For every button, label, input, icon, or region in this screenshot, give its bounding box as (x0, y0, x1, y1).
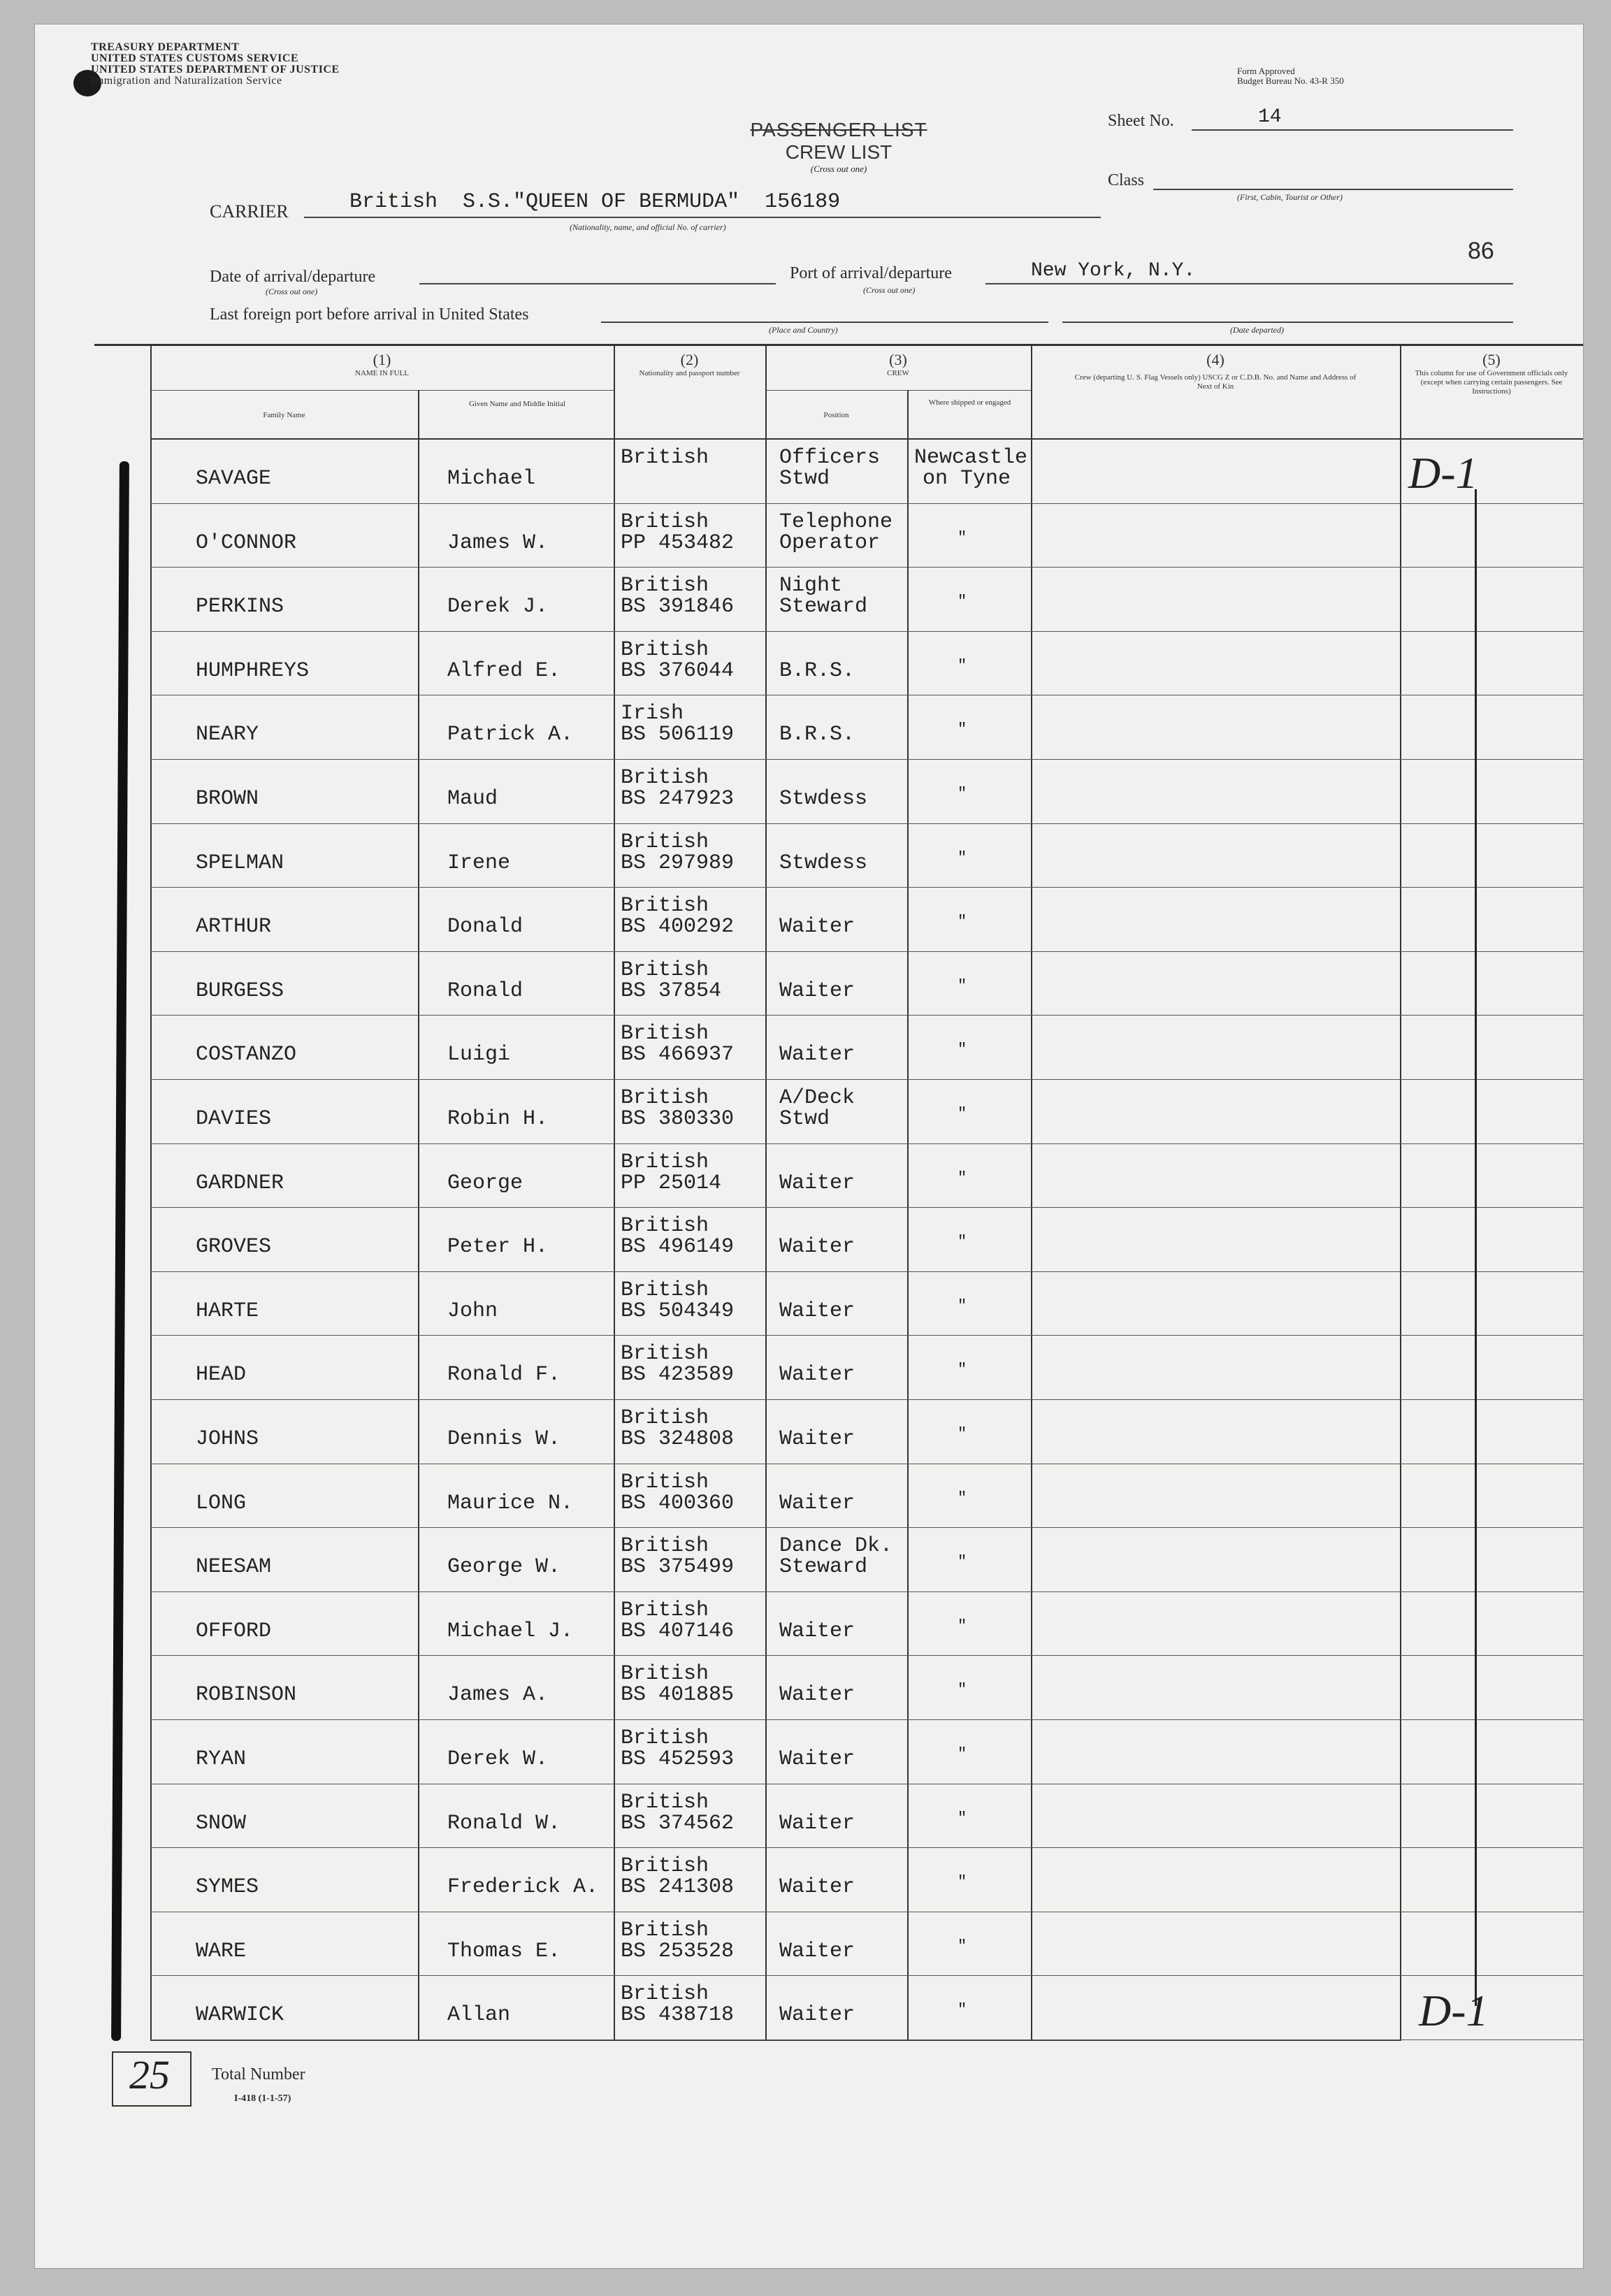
col2-title: Nationality and passport number (639, 369, 740, 377)
form-code: I-418 (1-1-57) (234, 2093, 291, 2104)
agency-header (91, 42, 340, 87)
given-name: Derek J. (447, 595, 549, 619)
nationality: British (621, 1470, 709, 1494)
shipped-ditto: " (958, 1361, 967, 1379)
family-name-header: Family Name (263, 411, 305, 419)
position-line-2: Waiter (779, 1939, 855, 1963)
nationality: British (621, 958, 709, 982)
row-rule (150, 567, 1583, 568)
shipped-header: Where shipped or engaged (928, 398, 1011, 407)
nationality: British (621, 574, 709, 598)
position-line-2: Waiter (779, 1363, 855, 1387)
col3-title: CREW (887, 369, 909, 377)
position-line-2: Steward (779, 595, 868, 619)
place-note: (Place and Country) (769, 325, 838, 335)
class-line (1153, 189, 1513, 190)
given-name: Donald (447, 915, 523, 939)
passport-number: BS 380330 (621, 1107, 735, 1131)
total-label: Total Number (212, 2065, 305, 2084)
nationality: British (621, 1342, 709, 1366)
given-name: Michael J. (447, 1619, 574, 1643)
nationality: British (621, 1918, 709, 1942)
position-line-2: Waiter (779, 1299, 855, 1323)
shipped-ditto: " (958, 1937, 967, 1955)
row-rule (150, 631, 1583, 632)
position-line-2: Waiter (779, 1427, 855, 1451)
agency-line: Immigration and Naturalization Service (91, 75, 282, 87)
row-rule (150, 1975, 1583, 1976)
given-name: Ronald (447, 979, 523, 1003)
sheet-line (1192, 129, 1513, 131)
annotation-bracket-line (1475, 489, 1477, 2006)
family-name: HARTE (196, 1299, 259, 1323)
title-crew-list: CREW LIST (785, 141, 893, 163)
family-name: O'CONNOR (196, 530, 297, 555)
col5-header (1400, 351, 1583, 396)
col3-header (765, 351, 1031, 378)
given-name: George (447, 1171, 523, 1195)
row-rule (150, 1655, 1583, 1656)
given-name: Dennis W. (447, 1427, 561, 1451)
row-rule (150, 951, 1583, 952)
family-name: JOHNS (196, 1427, 259, 1451)
budget-bureau-text: Budget Bureau No. 43-R 350 (1237, 75, 1344, 86)
position-line-2: Waiter (779, 1235, 855, 1259)
nationality: British (621, 1534, 709, 1559)
row-rule (150, 1271, 1583, 1272)
shipped-ditto: " (958, 721, 967, 739)
date-label: Date of arrival/departure (210, 268, 376, 286)
position-line-1: Night (779, 574, 843, 598)
given-name: Robin H. (447, 1107, 549, 1131)
nationality: British (621, 830, 709, 854)
date-departed-line (1062, 322, 1513, 323)
passport-number: BS 504349 (621, 1299, 735, 1323)
shipped-ditto: " (958, 1617, 967, 1635)
carrier-label: CARRIER (210, 201, 289, 222)
col5-number: (5) (1482, 351, 1501, 368)
port-value: New York, N.Y. (1031, 260, 1196, 282)
shipped-ditto: " (958, 1489, 967, 1507)
family-name: ROBINSON (196, 1683, 297, 1707)
shipped-ditto: " (958, 1873, 967, 1891)
family-name: SAVAGE (196, 467, 272, 491)
family-name: SNOW (196, 1811, 247, 1835)
passport-number: PP 453482 (621, 530, 735, 555)
nationality: British (621, 1790, 709, 1814)
nationality: British (621, 1662, 709, 1687)
col4-title: Crew (departing U. S. Flag Vessels only) USCG Z or C.D.B. No. and Name and Address of Next of Kin (1074, 373, 1357, 391)
row-rule (150, 1207, 1583, 1208)
position-line-2: Stwd (779, 1107, 830, 1131)
passport-number: BS 401885 (621, 1683, 735, 1707)
passport-number: BS 374562 (621, 1811, 735, 1835)
passport-number: BS 423589 (621, 1363, 735, 1387)
col2-header (614, 351, 765, 378)
date-note: (Cross out one) (266, 287, 318, 296)
position-line-2: Waiter (779, 1747, 855, 1771)
family-name: GARDNER (196, 1171, 284, 1195)
family-name: NEESAM (196, 1555, 272, 1580)
col-divider-shipped (907, 390, 909, 2041)
family-name: GROVES (196, 1235, 272, 1259)
col-divider-col5 (1400, 346, 1401, 2041)
shipped-line-1: Newcastle (914, 446, 1028, 470)
given-name: Alfred E. (447, 658, 561, 683)
nationality: British (621, 1150, 709, 1174)
shipped-ditto: " (958, 849, 967, 867)
nationality: British (621, 510, 709, 534)
given-name: Frederick A. (447, 1875, 599, 1900)
position-line-2: Waiter (779, 1683, 855, 1707)
col4-header (1031, 351, 1400, 391)
passport-number: BS 496149 (621, 1235, 735, 1259)
passport-number: BS 391846 (621, 595, 735, 619)
given-name: Michael (447, 467, 536, 491)
given-name: Luigi (447, 1043, 511, 1067)
family-name: HUMPHREYS (196, 658, 310, 683)
shipped-ditto: " (958, 1809, 967, 1827)
position-line-1: A/Deck (779, 1086, 855, 1110)
passport-number: BS 253528 (621, 1939, 735, 1963)
row-rule (150, 1847, 1583, 1848)
passport-number: PP 25014 (621, 1171, 722, 1195)
col-divider-given (418, 390, 419, 2041)
given-name: Ronald W. (447, 1811, 561, 1835)
position-line-2: Waiter (779, 915, 855, 939)
passport-number: BS 376044 (621, 658, 735, 683)
form-approved-text: Form Approved (1237, 66, 1295, 76)
row-rule (150, 1399, 1583, 1400)
col-divider-position (765, 346, 767, 2041)
port-note: (Cross out one) (863, 285, 916, 295)
family-name: SYMES (196, 1875, 259, 1900)
page-number: 86 (1468, 238, 1494, 264)
shipped-ditto: " (958, 1681, 967, 1699)
family-name: WARWICK (196, 2003, 284, 2028)
col-divider-col4 (1031, 346, 1032, 2041)
sheet-label: Sheet No. (1108, 112, 1174, 130)
row-rule (150, 1719, 1583, 1720)
position-line-2: Waiter (779, 2003, 855, 2028)
document-title (741, 119, 937, 175)
passport-number: BS 247923 (621, 787, 735, 811)
shipped-ditto: " (958, 1425, 967, 1443)
row-rule (150, 887, 1583, 888)
row-rule (150, 1591, 1583, 1592)
position-line-2: Waiter (779, 1875, 855, 1900)
passport-number: BS 452593 (621, 1747, 735, 1771)
passport-number: BS 400292 (621, 915, 735, 939)
position-line-2: Waiter (779, 1811, 855, 1835)
position-header: Position (823, 411, 849, 419)
last-port-line (601, 322, 1048, 323)
position-line-2: Waiter (779, 1043, 855, 1067)
date-departed-note: (Date departed) (1230, 325, 1284, 335)
shipped-ditto: " (958, 2001, 967, 2019)
total-value: 25 (129, 2052, 170, 2098)
passport-number: BS 407146 (621, 1619, 735, 1643)
position-line-2: Stwdess (779, 851, 868, 875)
shipped-ditto: " (958, 1105, 967, 1122)
passport-number: BS 375499 (621, 1555, 735, 1580)
family-name: BROWN (196, 787, 259, 811)
position-line-2: Waiter (779, 1491, 855, 1515)
table-top-rule (94, 344, 1583, 346)
passport-number: BS 37854 (621, 979, 722, 1003)
passport-number: BS 297989 (621, 851, 735, 875)
port-line (985, 283, 1513, 284)
position-line-1: Dance Dk. (779, 1534, 893, 1559)
given-name-header: Given Name and Middle Initial (468, 400, 566, 408)
carrier-value: British S.S."QUEEN OF BERMUDA" 156189 (349, 190, 841, 214)
position-line-1: Telephone (779, 510, 893, 534)
given-name: Thomas E. (447, 1939, 561, 1963)
family-name: HEAD (196, 1363, 247, 1387)
row-rule (150, 759, 1583, 760)
nationality: British (621, 637, 709, 662)
shipped-ditto: " (958, 1169, 967, 1187)
family-name: COSTANZO (196, 1043, 297, 1067)
position-line-1: Officers (779, 446, 881, 470)
col-divider-nationality (614, 346, 615, 2041)
crew-subheader-rule (765, 390, 1031, 391)
given-name: John (447, 1299, 498, 1323)
family-name: WARE (196, 1939, 247, 1963)
family-name: ARTHUR (196, 915, 272, 939)
shipped-ditto: " (958, 1745, 967, 1763)
shipped-ditto: " (958, 528, 967, 547)
shipped-ditto: " (958, 656, 967, 674)
agency-line: UNITED STATES DEPARTMENT OF JUSTICE (91, 64, 340, 75)
given-name: James W. (447, 530, 549, 555)
position-line-2: B.R.S. (779, 658, 855, 683)
given-name: James A. (447, 1683, 549, 1707)
shipped-ditto: " (958, 785, 967, 802)
shipped-ditto: " (958, 913, 967, 931)
nationality: British (621, 1406, 709, 1430)
agency-line: TREASURY DEPARTMENT (91, 41, 240, 53)
given-name: Peter H. (447, 1235, 549, 1259)
passport-number: BS 400360 (621, 1491, 735, 1515)
sheet-value: 14 (1258, 106, 1282, 128)
given-name: Ronald F. (447, 1363, 561, 1387)
form-approval (1237, 66, 1344, 86)
position-line-2: Waiter (779, 979, 855, 1003)
given-name: Allan (447, 2003, 511, 2028)
class-label: Class (1108, 171, 1145, 189)
header-bottom-rule (150, 438, 1583, 440)
given-name: Irene (447, 851, 511, 875)
shipped-ditto: " (958, 1553, 967, 1571)
nationality: Irish (621, 702, 684, 726)
shipped-ditto: " (958, 1233, 967, 1251)
row-rule (150, 503, 1583, 504)
col1-header (150, 351, 614, 378)
position-line-2: B.R.S. (779, 723, 855, 747)
family-name: PERKINS (196, 595, 284, 619)
row-rule (150, 1527, 1583, 1528)
title-note: (Cross out one) (810, 164, 867, 174)
given-name: Maud (447, 787, 498, 811)
table-left-border (150, 346, 152, 2041)
position-line-2: Stwdess (779, 787, 868, 811)
date-line (419, 283, 776, 284)
col1-number: (1) (373, 351, 391, 368)
name-subheader-rule (150, 390, 615, 391)
col2-number: (2) (680, 351, 699, 368)
passport-number: BS 438718 (621, 2003, 735, 2028)
passport-number: BS 506119 (621, 723, 735, 747)
agency-line: UNITED STATES CUSTOMS SERVICE (91, 52, 299, 64)
shipped-ditto: " (958, 1297, 967, 1315)
row-rule (150, 1143, 1583, 1144)
family-name: DAVIES (196, 1107, 272, 1131)
shipped-ditto: " (958, 593, 967, 611)
given-name: George W. (447, 1555, 561, 1580)
family-name: NEARY (196, 723, 259, 747)
position-line-2: Waiter (779, 1619, 855, 1643)
nationality: British (621, 1598, 709, 1622)
top-annotation: D-1 (1408, 448, 1478, 498)
passport-number: BS 241308 (621, 1875, 735, 1900)
nationality: British (621, 446, 709, 470)
nationality: British (621, 1854, 709, 1879)
position-line-2: Operator (779, 530, 881, 555)
last-port-label: Last foreign port before arrival in United States (210, 305, 529, 324)
row-rule (150, 1335, 1583, 1336)
nationality: British (621, 1982, 709, 2007)
port-label: Port of arrival/departure (790, 264, 952, 282)
passport-number: BS 466937 (621, 1043, 735, 1067)
shipped-line-2: on Tyne (923, 467, 1011, 491)
family-name: RYAN (196, 1747, 247, 1771)
family-name: SPELMAN (196, 851, 284, 875)
nationality: British (621, 1726, 709, 1750)
col4-number: (4) (1206, 351, 1224, 368)
bottom-annotation: D-1 (1419, 1986, 1489, 2035)
nationality: British (621, 1022, 709, 1046)
title-struck: PASSENGER LIST (750, 119, 927, 140)
carrier-line (304, 217, 1101, 218)
nationality: British (621, 1214, 709, 1239)
col1-title: NAME IN FULL (355, 369, 409, 377)
given-name: Derek W. (447, 1747, 549, 1771)
class-note: (First, Cabin, Tourist or Other) (1237, 192, 1343, 202)
col5-title: This column for use of Government officials only (except when carrying certain passengers. See Instructions) (1415, 369, 1568, 396)
nationality: British (621, 1086, 709, 1110)
nationality: British (621, 1278, 709, 1302)
position-line-2: Waiter (779, 1171, 855, 1195)
row-rule (150, 823, 1583, 824)
given-name: Patrick A. (447, 723, 574, 747)
family-name: BURGESS (196, 979, 284, 1003)
family-name: OFFORD (196, 1619, 272, 1643)
given-name: Maurice N. (447, 1491, 574, 1515)
nationality: British (621, 766, 709, 790)
row-rule (150, 2039, 1583, 2040)
carrier-note: (Nationality, name, and official No. of carrier) (570, 222, 726, 232)
shipped-ditto: " (958, 1041, 967, 1059)
shipped-ditto: " (958, 976, 967, 995)
nationality: British (621, 894, 709, 918)
family-name: LONG (196, 1491, 247, 1515)
position-line-2: Stwd (779, 467, 830, 491)
col3-number: (3) (889, 351, 907, 368)
row-rule (150, 1079, 1583, 1080)
row-rule (150, 1015, 1583, 1016)
position-line-2: Steward (779, 1555, 868, 1580)
passport-number: BS 324808 (621, 1427, 735, 1451)
